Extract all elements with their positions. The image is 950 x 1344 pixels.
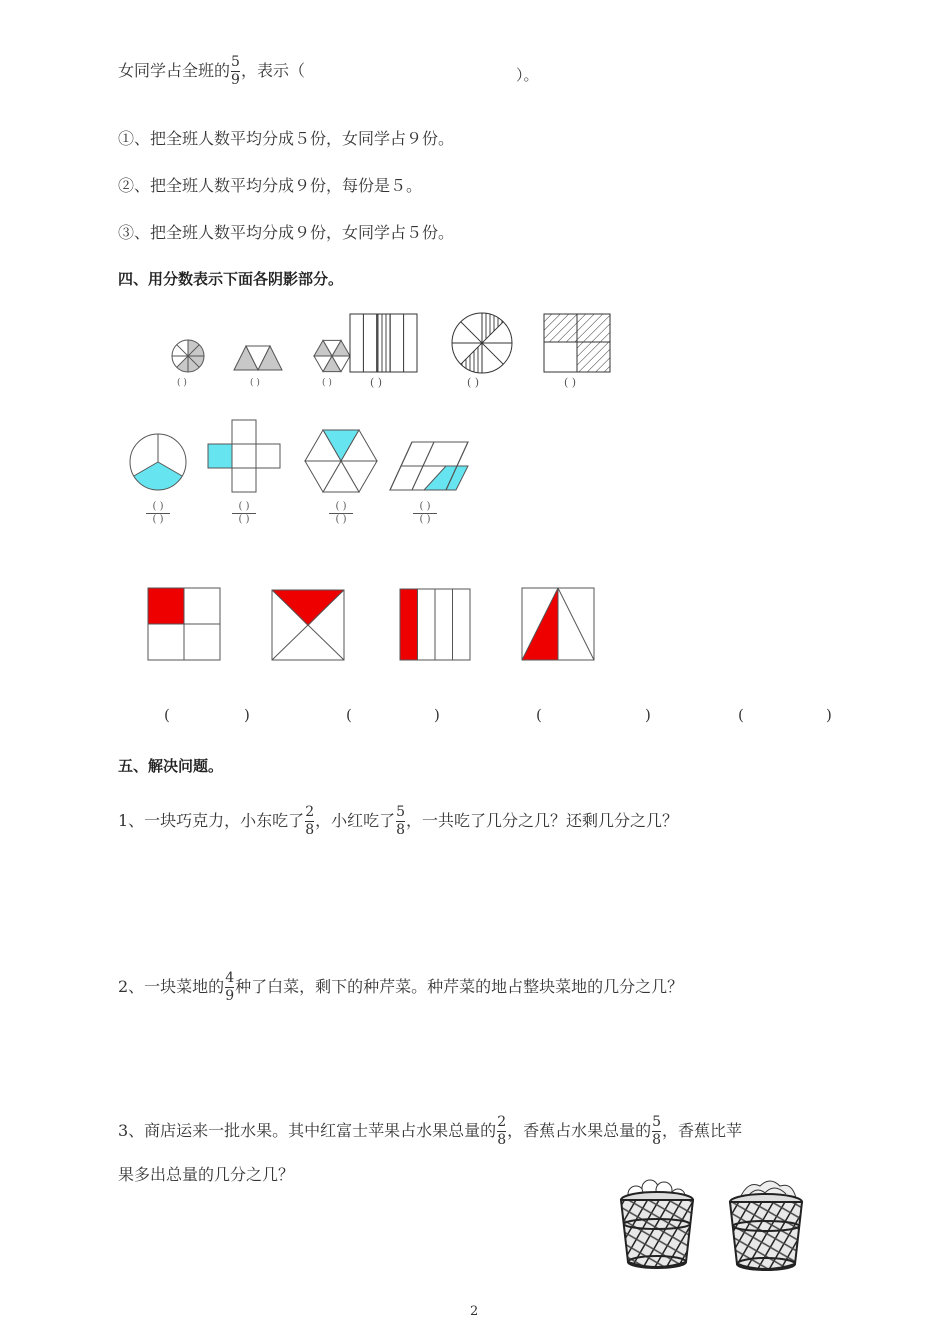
row2-answer-4[interactable]: ( ) ( ) bbox=[413, 502, 437, 525]
row3-answer-4-open: ( bbox=[738, 706, 744, 724]
row2-answer-3[interactable]: ( ) ( ) bbox=[329, 502, 353, 525]
fraction-2-8-b: $\frac{2}{8}$ bbox=[497, 1114, 507, 1148]
intro-prefix: 女同学占全班的 bbox=[118, 61, 231, 80]
row3-answer-3-close: ) bbox=[645, 706, 651, 724]
fraction-4-9: $\frac{4}{9}$ bbox=[225, 970, 235, 1004]
banana-basket-image bbox=[730, 1181, 802, 1270]
intro-answer-close: ）。 bbox=[516, 66, 539, 84]
fraction-5-8: $\frac{5}{8}$ bbox=[396, 804, 406, 838]
option-3: ③、把全班人数平均分成９份，女同学占５份。 bbox=[118, 223, 455, 242]
row1-answer-5[interactable]: ( ) bbox=[467, 376, 480, 389]
row3-answer-3-open: ( bbox=[536, 706, 542, 724]
row1-answer-4[interactable]: ( ) bbox=[370, 376, 383, 389]
row2-answer-1[interactable]: ( ) ( ) bbox=[146, 502, 170, 525]
row2-answer-2[interactable]: ( ) ( ) bbox=[232, 502, 256, 525]
row3-answer-1-open: ( bbox=[164, 706, 170, 724]
row3-answer-2-close: ) bbox=[434, 706, 440, 724]
section-4-title: 四、用分数表示下面各阴影部分。 bbox=[118, 270, 344, 288]
fraction-2-8: $\frac{2}{8}$ bbox=[305, 804, 315, 838]
question-3-line-2: 果多出总量的几分之几？ bbox=[118, 1165, 295, 1184]
question-3: 3、商店运来一批水果。其中红富士苹果占水果总量的 $\frac{2}{8}$ ，香蕉占水果总量的 $\frac{5}{8}$ ，香蕉比苹 bbox=[118, 1114, 743, 1148]
row1-answer-1[interactable]: ( ) bbox=[177, 378, 187, 388]
fraction-5-9: $\frac{5}{9}$ bbox=[231, 54, 240, 88]
apple-basket-image bbox=[621, 1180, 693, 1268]
row3-answer-4-close: ) bbox=[826, 706, 832, 724]
row1-answer-6[interactable]: ( ) bbox=[564, 376, 577, 389]
row1-answer-2[interactable]: ( ) bbox=[250, 378, 260, 388]
intro-suffix: ，表示（ bbox=[240, 61, 305, 80]
page-number: 2 bbox=[470, 1304, 479, 1319]
question-1: 1、一块巧克力，小东吃了 $\frac{2}{8}$ ，小红吃了 $\frac{5}{8}$ ，一共吃了几分之几？还剩几分之几？ bbox=[118, 804, 679, 838]
section-5-title: 五、解决问题。 bbox=[118, 757, 224, 775]
option-2: ②、把全班人数平均分成９份，每份是５。 bbox=[118, 176, 423, 195]
question-2: 2、一块菜地的 $\frac{4}{9}$ 种了白菜，剩下的种芹菜。种芹菜的地占整块菜地的几分之几？ bbox=[118, 970, 684, 1004]
row3-answer-2-open: ( bbox=[346, 706, 352, 724]
row1-answer-3[interactable]: ( ) bbox=[322, 378, 332, 388]
fraction-5-8-b: $\frac{5}{8}$ bbox=[652, 1114, 662, 1148]
row3-answer-1-close: ) bbox=[244, 706, 250, 724]
option-1: ①、把全班人数平均分成５份，女同学占９份。 bbox=[118, 129, 455, 148]
